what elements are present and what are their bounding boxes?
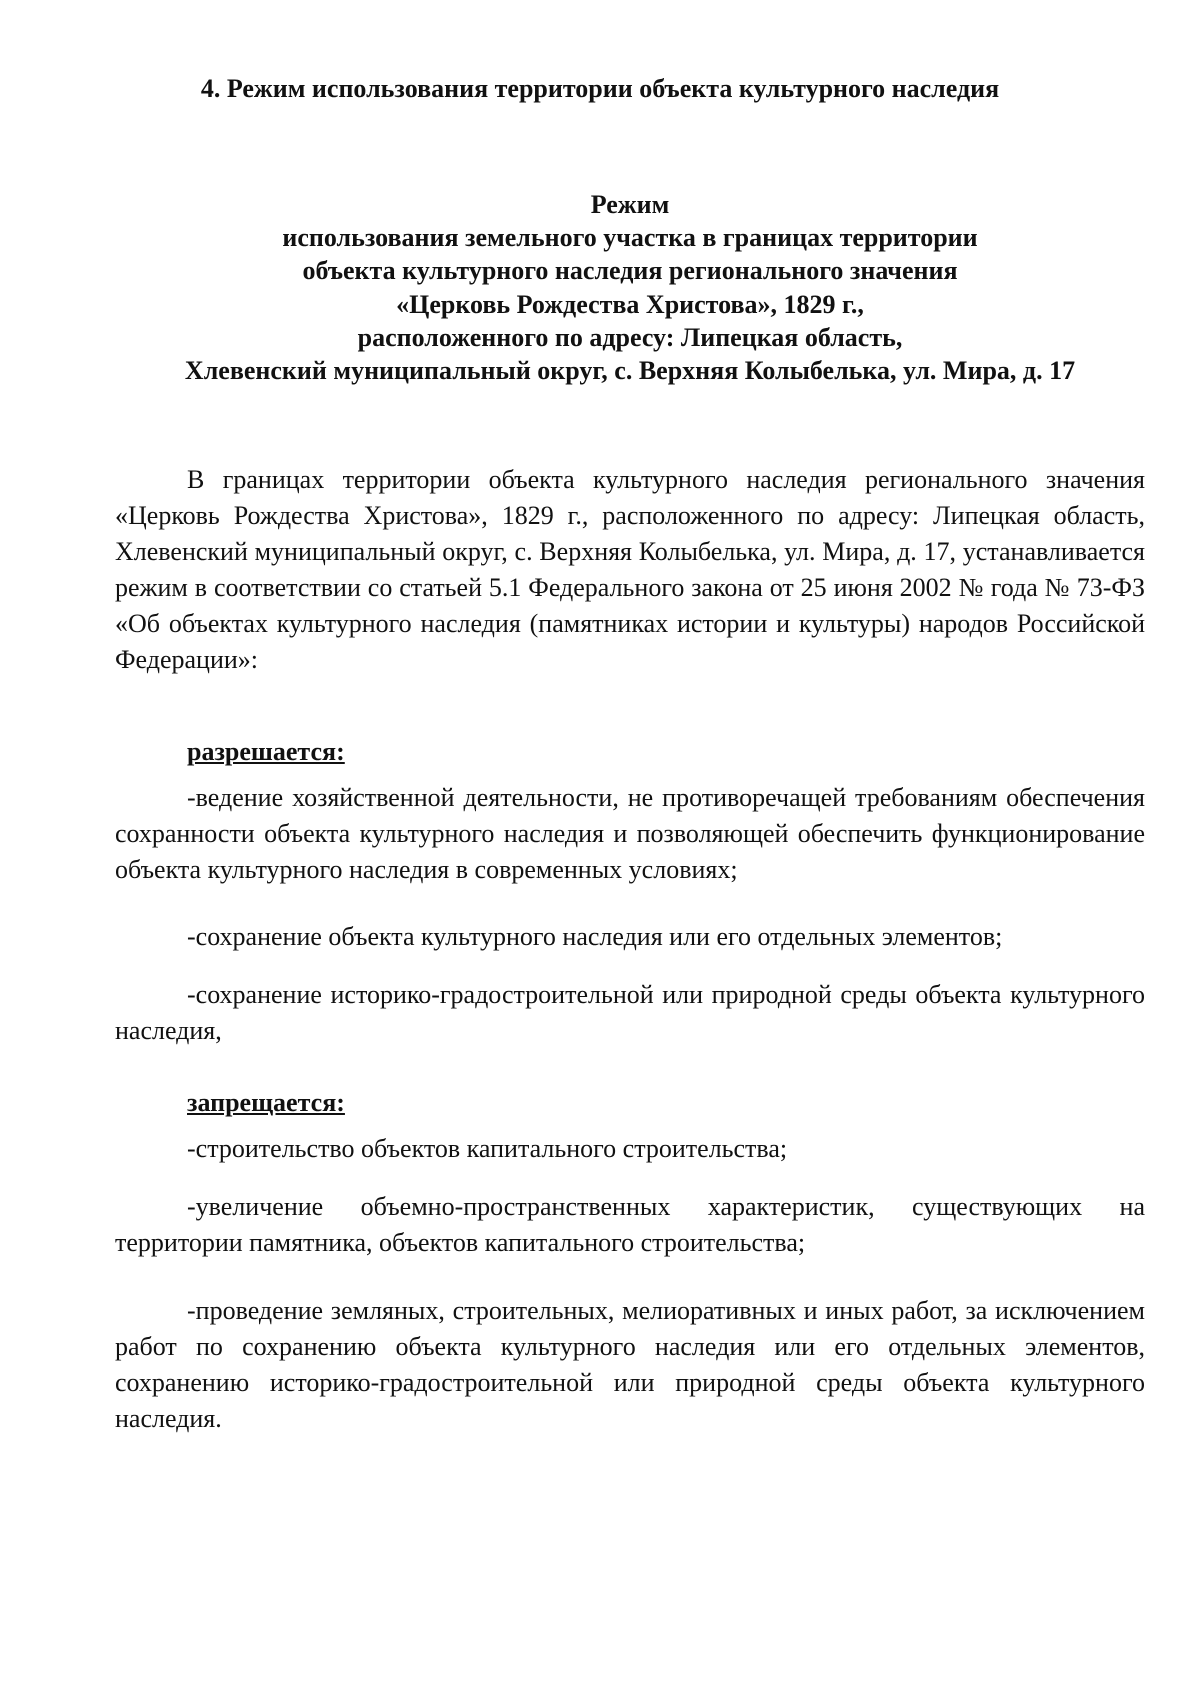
title-line: использования земельного участка в границах территории — [282, 223, 978, 253]
forbidden-item: -строительство объектов капитального строительства; — [187, 1134, 788, 1163]
title-line: «Церковь Рождества Христова», 1829 г., — [396, 289, 864, 319]
allowed-item: -сохранение объекта культурного наследия или его отдельных элементов; — [187, 922, 1003, 951]
title-line: расположенного по адресу: Липецкая область, — [357, 322, 903, 352]
forbidden-label: запрещается: — [187, 1088, 345, 1117]
allowed-item: -сохранение историко-градостроительной или природной среды объекта культурного наследия, — [115, 980, 1145, 1045]
title-line: Хлевенский муниципальный округ, с. Верхняя Колыбелька, ул. Мира, д. 17 — [184, 356, 1076, 386]
title-line: Режим — [590, 190, 670, 219]
allowed-label: разрешается: — [187, 737, 345, 766]
intro-paragraph: В границах территории объекта культурного наследия регионального значения «Церковь Рождества Христова», 1829 г., расположенного по адресу: Липецкая область, Хлевенский муниципальный округ, с. Верхняя Колыбелька, ул. Мира, д. 17, устанавливается режим в соответствии со статьей 5.1 Федерального закона от 25 июня 2002 № года № 73-ФЗ «Об объектах культурного наследия (памятниках истории и культуры) народов Российской Федерации»: — [115, 465, 1145, 674]
section-heading: 4. Режим использования территории объекта культурного наследия — [200, 74, 1000, 103]
title-line: объекта культурного наследия регионального значения — [302, 256, 958, 286]
forbidden-item: -увеличение объемно-пространственных характеристик, существующих на территории памятника, объектов капитального строительства; — [115, 1192, 1145, 1257]
allowed-item: -ведение хозяйственной деятельности, не противоречащей требованиям обеспечения сохранности объекта культурного наследия и позволяющей обеспечить функционирование объекта культурного наследия в современных условиях; — [115, 783, 1145, 884]
forbidden-item: -проведение земляных, строительных, мелиоративных и иных работ, за исключением работ по сохранению объекта культурного наследия или его отдельных элементов, сохранению историко-градостроительной или природной среды объекта культурного наследия. — [115, 1296, 1145, 1433]
regime-title — [115, 188, 1145, 387]
